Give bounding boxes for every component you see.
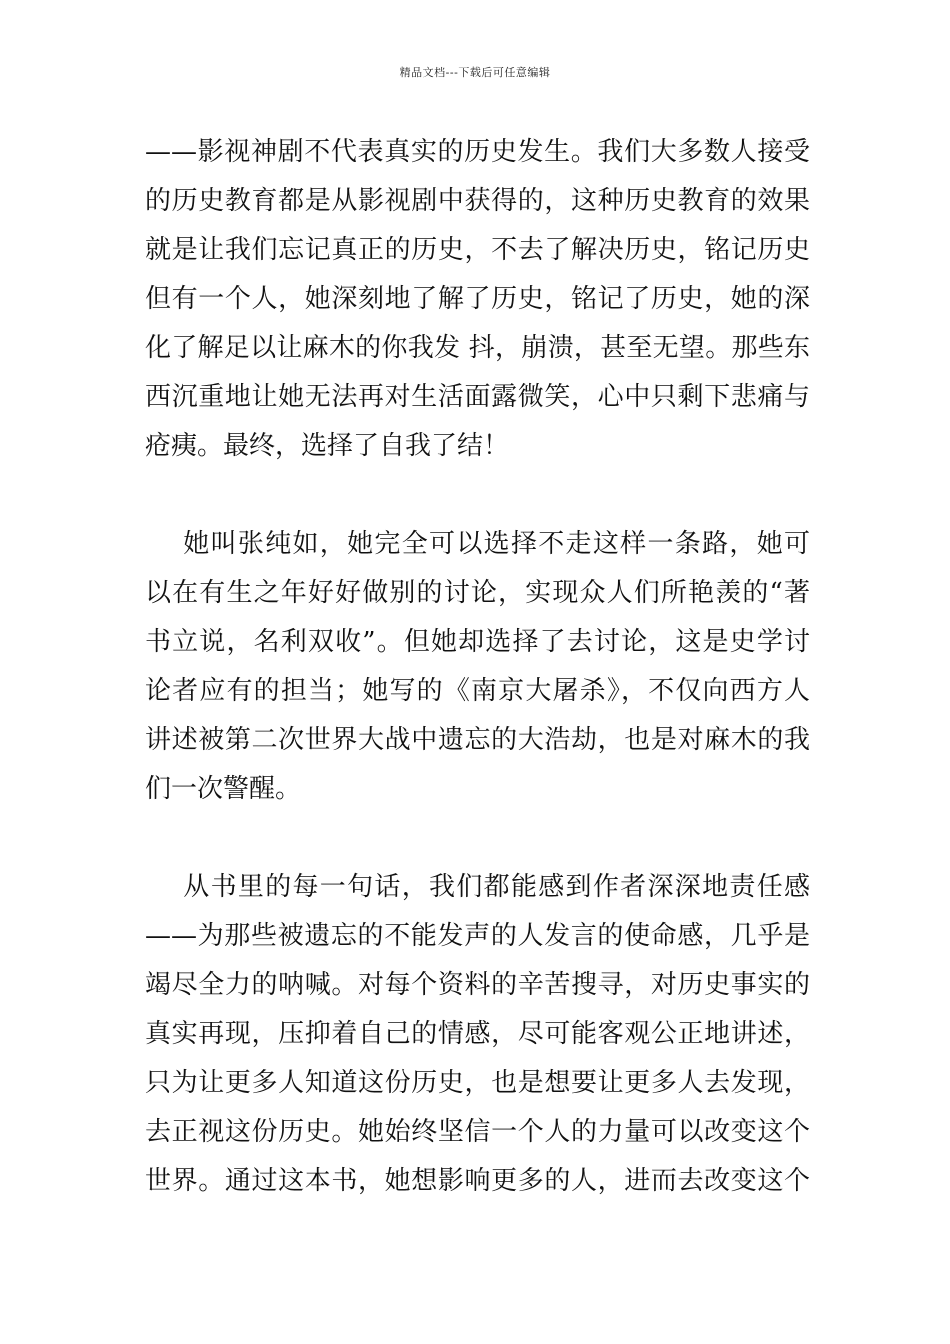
text-line: 化了解足以让麻木的你我发 抖，崩溃，甚至无望。那些东 [145, 333, 810, 363]
text-line: 去正视这份历史。她始终坚信一个人的力量可以改变这个 [145, 1117, 810, 1147]
text-line: 以在有生之年好好做别的讨论，实现众人们所艳羡的“著 [145, 578, 810, 608]
text-line: 从书里的每一句话，我们都能感到作者深深地责任感 [145, 872, 810, 902]
text-line: 书立说，名利双收”。但她却选择了去讨论，这是史学讨 [145, 627, 810, 657]
text-line: 就是让我们忘记真正的历史，不去了解决历史，铭记历史 [145, 235, 810, 265]
text-line: 世界。通过这本书，她想影响更多的人，进而去改变这个 [145, 1166, 810, 1196]
paragraph-1 [145, 128, 810, 471]
paragraph-3 [145, 863, 810, 1206]
document-body [145, 128, 810, 1206]
text-line: ——影视神剧不代表真实的历史发生。我们大多数人接受 [145, 137, 810, 167]
text-line: 她叫张纯如，她完全可以选择不走这样一条路，她可 [145, 529, 810, 559]
text-line: 真实再现，压抑着自己的情感，尽可能客观公正地讲述， [145, 1019, 810, 1049]
paragraph-gap [145, 471, 810, 520]
text-line: 们一次警醒。 [145, 774, 302, 804]
text-line: 的历史教育都是从影视剧中获得的，这种历史教育的效果 [145, 186, 810, 216]
paragraph-gap [145, 814, 810, 863]
text-line: 只为让更多人知道这份历史，也是想要让更多人去发现， [145, 1068, 810, 1098]
text-line: 西沉重地让她无法再对生活面露微笑，心中只剩下悲痛与 [145, 382, 810, 412]
text-line: 论者应有的担当；她写的《南京大屠杀》，不仅向西方人 [145, 676, 810, 706]
page-header: 精品文档---下载后可任意编辑 [399, 66, 551, 79]
text-line: 疮痍。最终，选择了自我了结！ [145, 431, 510, 461]
text-line: 竭尽全力的呐喊。对每个资料的辛苦搜寻，对历史事实的 [145, 970, 810, 1000]
text-line: 但有一个人，她深刻地了解了历史，铭记了历史，她的深 [145, 284, 810, 314]
paragraph-2 [145, 520, 810, 814]
text-line: 讲述被第二次世界大战中遗忘的大浩劫，也是对麻木的我 [145, 725, 810, 755]
text-line: ——为那些被遗忘的不能发声的人发言的使命感，几乎是 [145, 921, 810, 951]
